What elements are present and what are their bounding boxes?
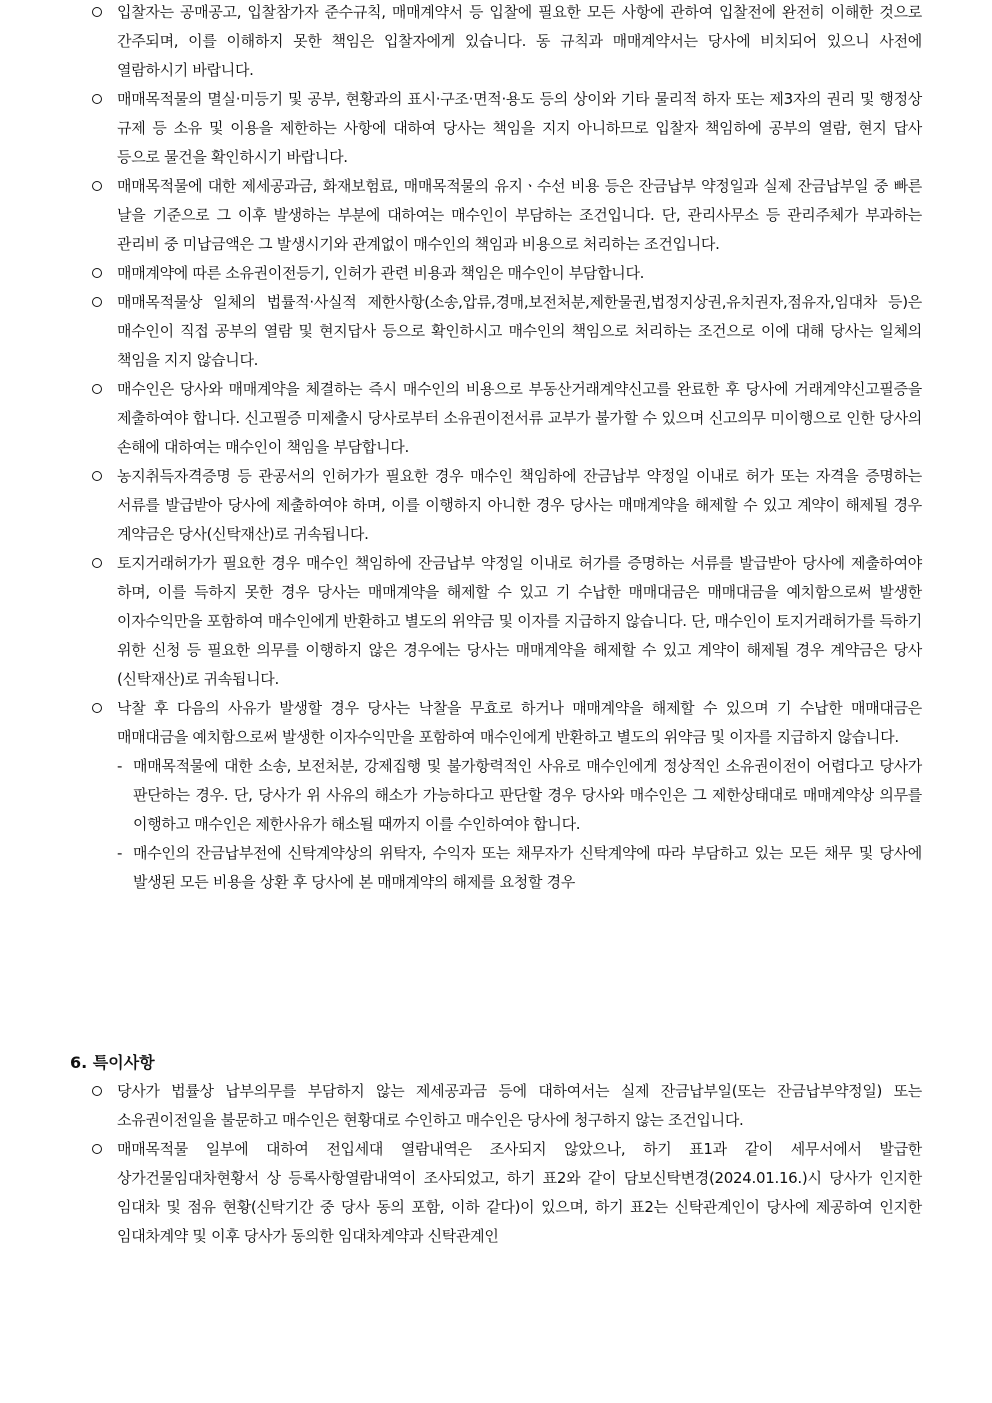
special-notes-list (0, 1077, 992, 1251)
bullet-item: 매매목적물에 대한 제세공과금, 화재보험료, 매매목적물의 유지ㆍ수선 비용 등은 잔금납부 약정일과 실제 잔금납부일 중 빠른 날을 기준으로 그 이후 발생하는 부분에 대하여는 매수인이 부담하는 조건입니다. 단, 관리사무소 등 관리주체가 부과하는 관리비 중 미납금액은 그 발생시기와 관계없이 매수인의 책임과 비용으로 처리하는 조건입니다. (0, 172, 992, 259)
bullet-item: 토지거래허가가 필요한 경우 매수인 책임하에 잔금납부 약정일 이내로 허가를 증명하는 서류를 발급받아 당사에 제출하여야 하며, 이를 득하지 못한 경우 당사는 매매계약을 해제할 수 있고 기 수납한 매매대금은 매매대금을 예치함으로써 발생한 이자수익만을 포함하여 매수인에게 반환하고 별도의 위약금 및 이자를 지급하지 않습니다. 단, 매수인이 토지거래허가를 득하기 위한 신청 등 필요한 의무를 이행하지 않은 경우에는 당사는 매매계약을 해제할 수 있고 계약이 해제될 경우 계약금은 당사(신탁재산)로 귀속됩니다. (0, 549, 992, 694)
sub-list-wrapper (0, 752, 992, 897)
sub-list (0, 752, 992, 897)
bullet-item: 낙찰 후 다음의 사유가 발생할 경우 당사는 낙찰을 무효로 하거나 매매계약을 해제할 수 있으며 기 수납한 매매대금은 매매대금을 예치함으로써 발생한 이자수익만을 포함하여 매수인에게 반환하고 별도의 위약금 및 이자를 지급하지 않습니다. (0, 694, 992, 752)
section-title: 6. 특이사항 (70, 1053, 155, 1072)
sub-bullet-item: - 매매목적물에 대한 소송, 보전처분, 강제집행 및 불가항력적인 사유로 매수인에게 정상적인 소유권이전이 어렵다고 당사가 판단하는 경우. 단, 당사가 위 사유의 해소가 가능하다고 판단할 경우 당사와 매수인은 그 제한상태대로 매매계약상 의무를 이행하고 매수인은 제한사유가 해소될 때까지 이를 수인하여야 합니다. (0, 752, 992, 839)
bullet-item: 매매목적물상 일체의 법률적·사실적 제한사항(소송,압류,경매,보전처분,제한물권,법정지상권,유치권자,점유자,임대차 등)은 매수인이 직접 공부의 열람 및 현지답사 등으로 확인하시고 매수인의 책임으로 처리하는 조건으로 이에 대해 당사는 일체의 책임을 지지 않습니다. (0, 288, 992, 375)
bullet-item: 매매목적물의 멸실·미등기 및 공부, 현황과의 표시·구조·면적·용도 등의 상이와 기타 물리적 하자 또는 제3자의 권리 및 행정상 규제 등 소유 및 이용을 제한하는 사항에 대하여 당사는 책임을 지지 아니하므로 입찰자 책임하에 공부의 열람, 현지 답사 등으로 물건을 확인하시기 바랍니다. (0, 85, 992, 172)
bullet-item: 농지취득자격증명 등 관공서의 인허가가 필요한 경우 매수인 책임하에 잔금납부 약정일 이내로 허가 또는 자격을 증명하는 서류를 발급받아 당사에 제출하여야 하며, 이를 이행하지 아니한 경우 당사는 매매계약을 해제할 수 있고 계약이 해제될 경우 계약금은 당사(신탁재산)로 귀속됩니다. (0, 462, 992, 549)
bullet-item: 당사가 법률상 납부의무를 부담하지 않는 제세공과금 등에 대하여서는 실제 잔금납부일(또는 잔금납부약정일) 또는 소유권이전일을 불문하고 매수인은 현황대로 수인하고 매수인은 당사에 청구하지 않는 조건입니다. (0, 1077, 992, 1135)
bullet-item: 입찰자는 공매공고, 입찰참가자 준수규칙, 매매계약서 등 입찰에 필요한 모든 사항에 관하여 입찰전에 완전히 이해한 것으로 간주되며, 이를 이해하지 못한 책임은 입찰자에게 있습니다. 동 규칙과 매매계약서는 당사에 비치되어 있으니 사전에 열람하시기 바랍니다. (0, 0, 992, 85)
bullet-item: 매매목적물 일부에 대하여 전입세대 열람내역은 조사되지 않았으나, 하기 표1과 같이 세무서에서 발급한 상가건물임대차현황서 상 등록사항열람내역이 조사되었고, 하기 표2와 같이 담보신탁변경(2024.01.16.)시 당사가 인지한 임대차 및 점유 현황(신탁기간 중 당사 동의 포함, 이하 같다)이 있으며, 하기 표2는 신탁관계인이 당사에 제공하여 인지한 임대차계약 및 이후 당사가 동의한 임대차계약과 신탁관계인 (0, 1135, 992, 1251)
bullet-item: 매매계약에 따른 소유권이전등기, 인허가 관련 비용과 책임은 매수인이 부담합니다. (0, 259, 992, 288)
bullet-item: 매수인은 당사와 매매계약을 체결하는 즉시 매수인의 비용으로 부동산거래계약신고를 완료한 후 당사에 거래계약신고필증을 제출하여야 합니다. 신고필증 미제출시 당사로부터 소유권이전서류 교부가 불가할 수 있으며 신고의무 미이행으로 인한 당사의 손해에 대하여는 매수인이 책임을 부담합니다. (0, 375, 992, 462)
sub-bullet-item: - 매수인의 잔금납부전에 신탁계약상의 위탁자, 수익자 또는 채무자가 신탁계약에 따라 부담하고 있는 모든 채무 및 당사에 발생된 모든 비용을 상환 후 당사에 본 매매계약의 해제를 요청할 경우 (0, 839, 992, 897)
